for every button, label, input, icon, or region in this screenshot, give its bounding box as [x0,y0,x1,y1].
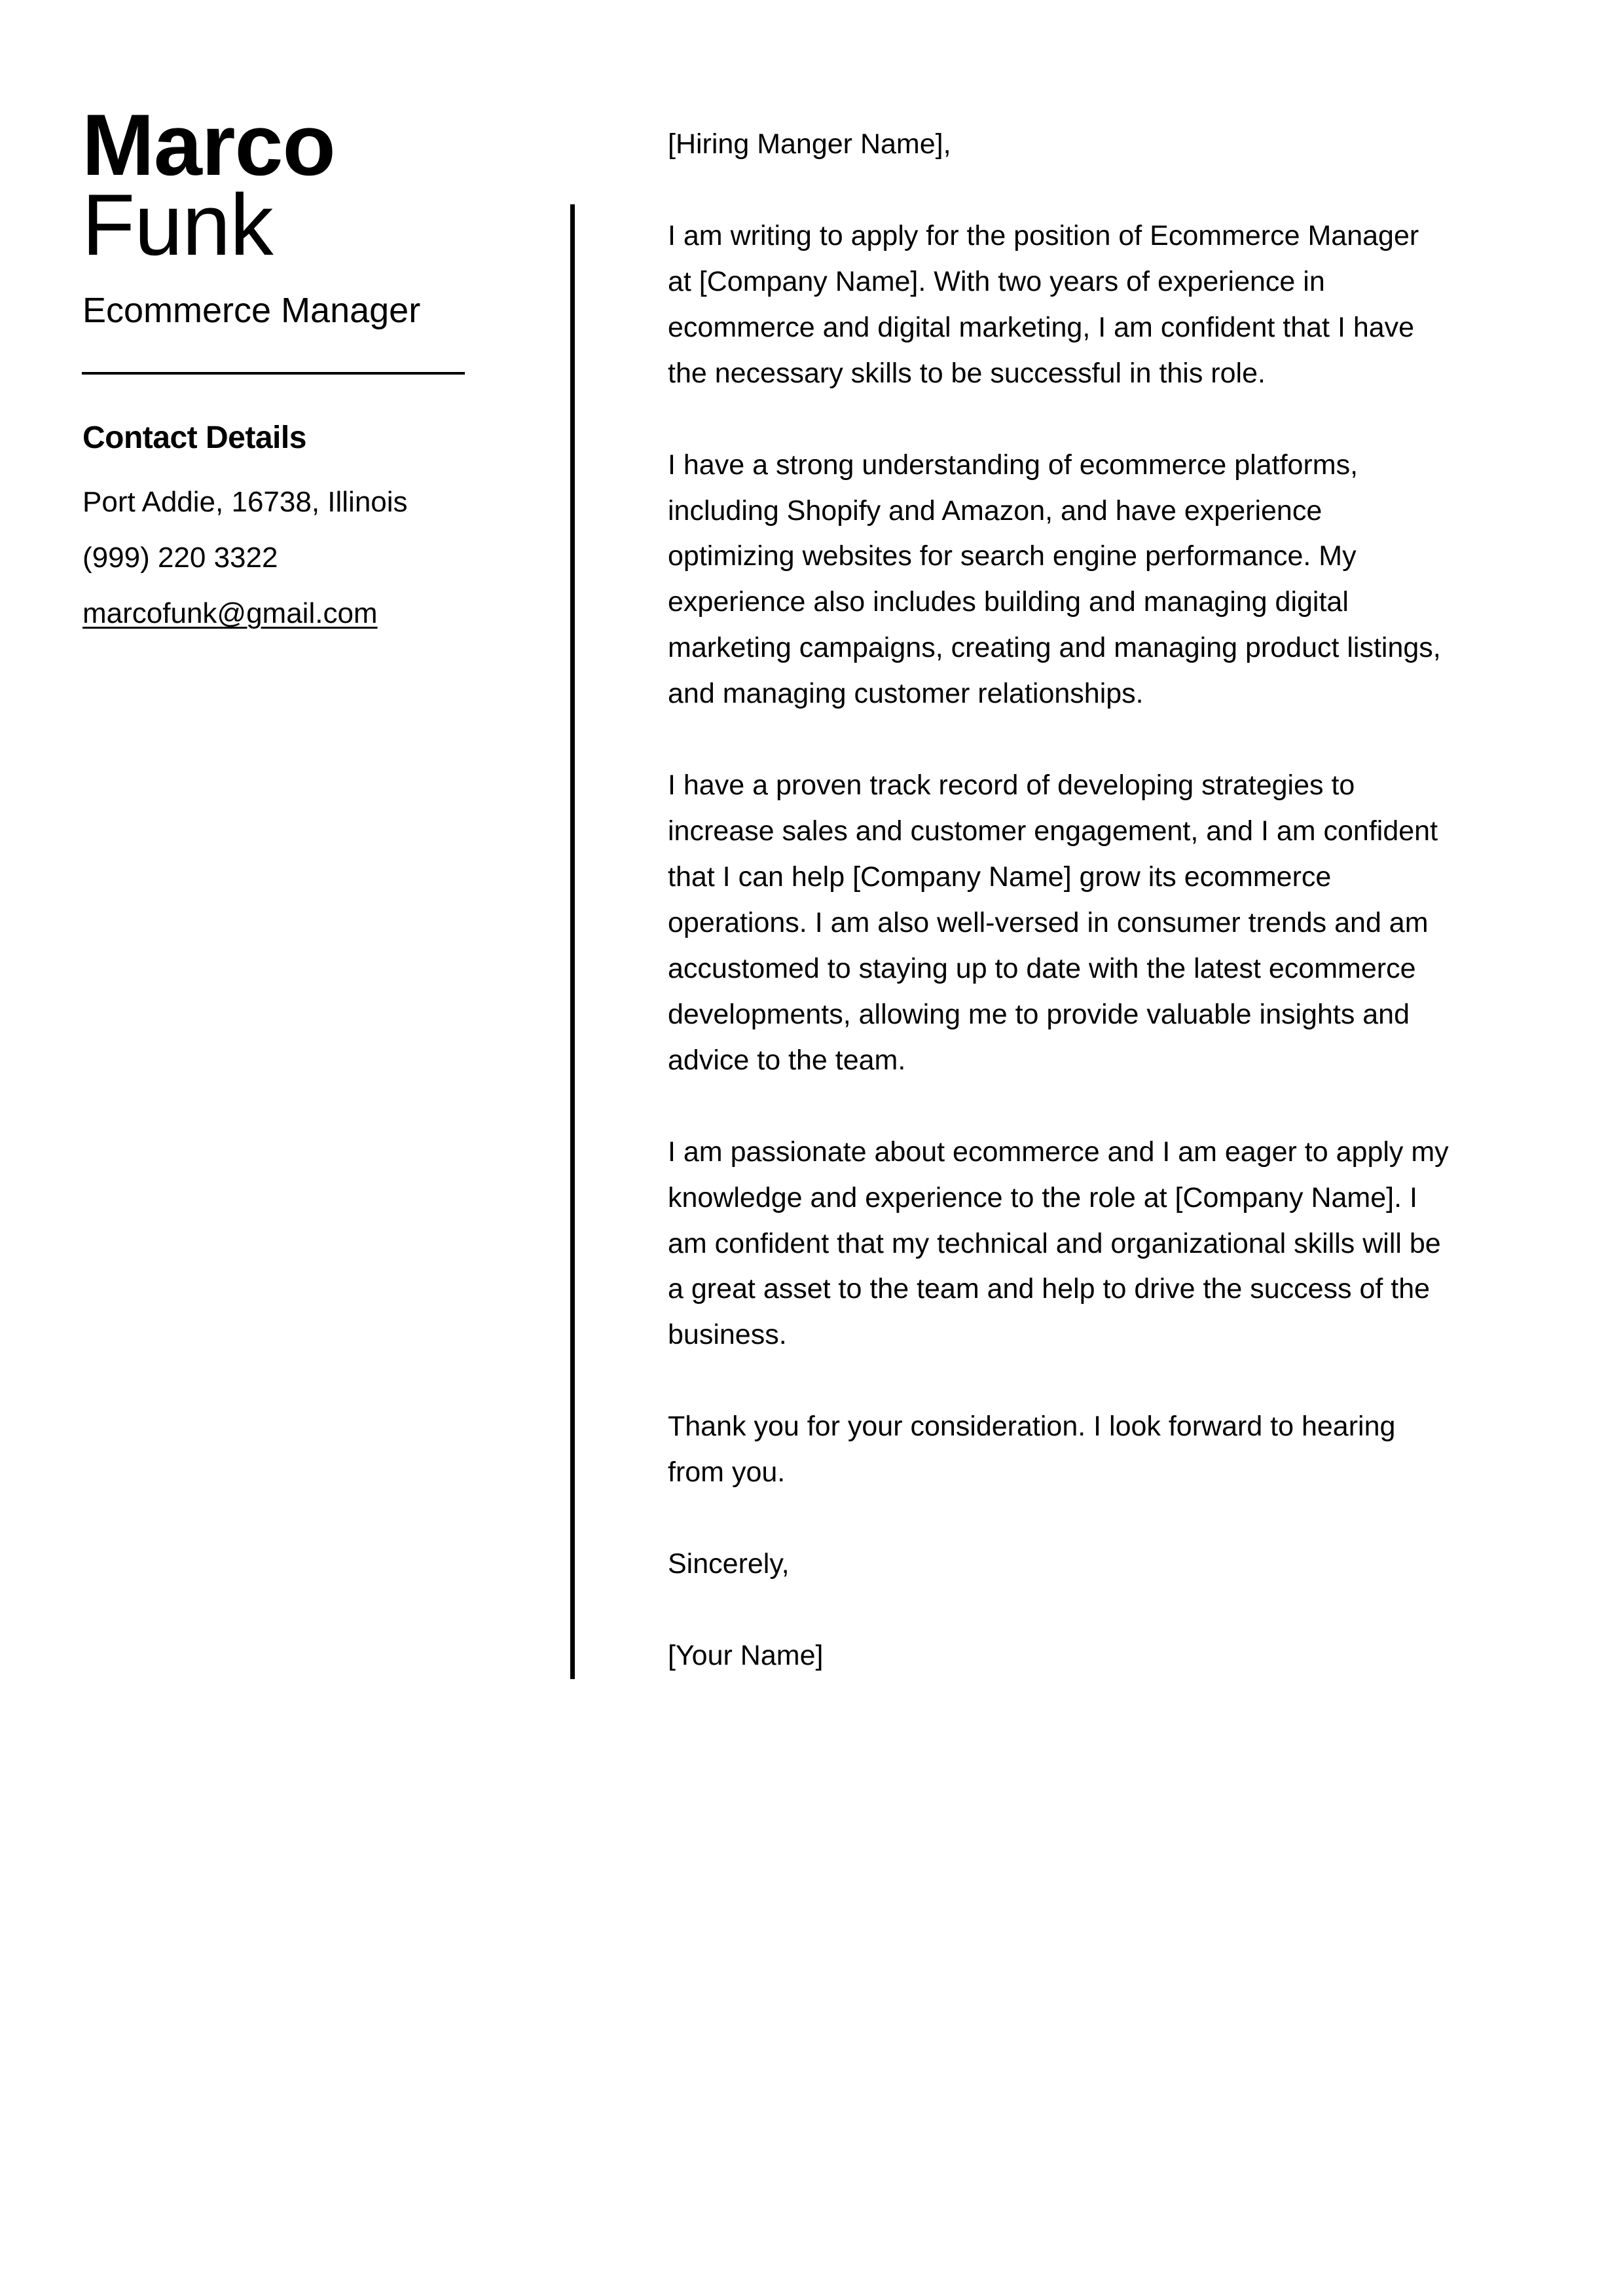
salutation [668,122,1571,168]
paragraph-line: operations. I am also well-versed in consumer trends and am [668,906,1429,938]
contact-details-list [82,474,408,641]
letter-body [668,122,1571,1679]
paragraph-line: that I can help [Company Name] grow its ecommerce [668,861,1332,893]
contact-email-item [82,585,408,641]
contact-email-link[interactable]: marcofunk@gmail.com [82,597,378,629]
contact-details-heading: Contact Details [82,420,306,455]
paragraph-line: at [Company Name]. With two years of experience in [668,265,1325,297]
paragraph-line: ecommerce and digital marketing, I am confident that I have [668,311,1415,343]
paragraph-1 [668,213,1571,397]
paragraph-line: from you. [668,1456,786,1489]
paragraph-3 [668,763,1571,1084]
paragraph-4 [668,1130,1571,1359]
paragraph-line: I am passionate about ecommerce and I am eager to apply my [668,1136,1449,1168]
paragraph-line: advice to the team. [668,1044,906,1076]
paragraph-line: I have a strong understanding of ecommerce platforms, [668,449,1359,481]
title-underline-rule [82,372,465,375]
first-name: Marco [82,97,335,194]
paragraph-2 [668,443,1571,718]
job-title: Ecommerce Manager [82,291,421,330]
contact-address: Port Addie, 16738, Illinois [82,486,408,518]
paragraph-line: I have a proven track record of developing strategies to [668,769,1355,802]
paragraph-line: business. [668,1319,787,1351]
paragraph-line: knowledge and experience to the role at [Company Name]. I [668,1181,1417,1213]
paragraph-line: Thank you for your consideration. I look forward to hearing [668,1411,1396,1443]
paragraph-line: and managing customer relationships. [668,678,1144,710]
paragraph-line: am confident that my technical and organizational skills will be [668,1227,1441,1259]
paragraph-line: experience also includes building and managing digital [668,586,1349,618]
paragraph-line: marketing campaigns, creating and managing product listings, [668,632,1441,664]
paragraph-line: optimizing websites for search engine performance. My [668,540,1357,572]
paragraph-line: I am writing to apply for the position of Ecommerce Manager [668,219,1419,251]
paragraph-line: a great asset to the team and help to drive the success of the [668,1273,1431,1305]
paragraph-5 [668,1404,1571,1496]
paragraph-line: increase sales and customer engagement, and I am confident [668,815,1438,847]
salutation-line: [Hiring Manger Name], [668,128,951,160]
paragraph-line: accustomed to staying up to date with the latest ecommerce [668,952,1416,984]
paragraph-line: including Shopify and Amazon, and have experience [668,494,1322,527]
last-name: Funk [82,177,273,274]
closing [668,1542,1571,1587]
column-divider [570,204,575,1679]
signature [668,1633,1571,1679]
closing-line: Sincerely, [668,1548,790,1580]
paragraph-line: developments, allowing me to provide valuable insights and [668,998,1410,1030]
paragraph-line: the necessary skills to be successful in this role. [668,357,1266,389]
signature-line: [Your Name] [668,1639,824,1671]
contact-phone: (999) 220 3322 [82,542,278,574]
